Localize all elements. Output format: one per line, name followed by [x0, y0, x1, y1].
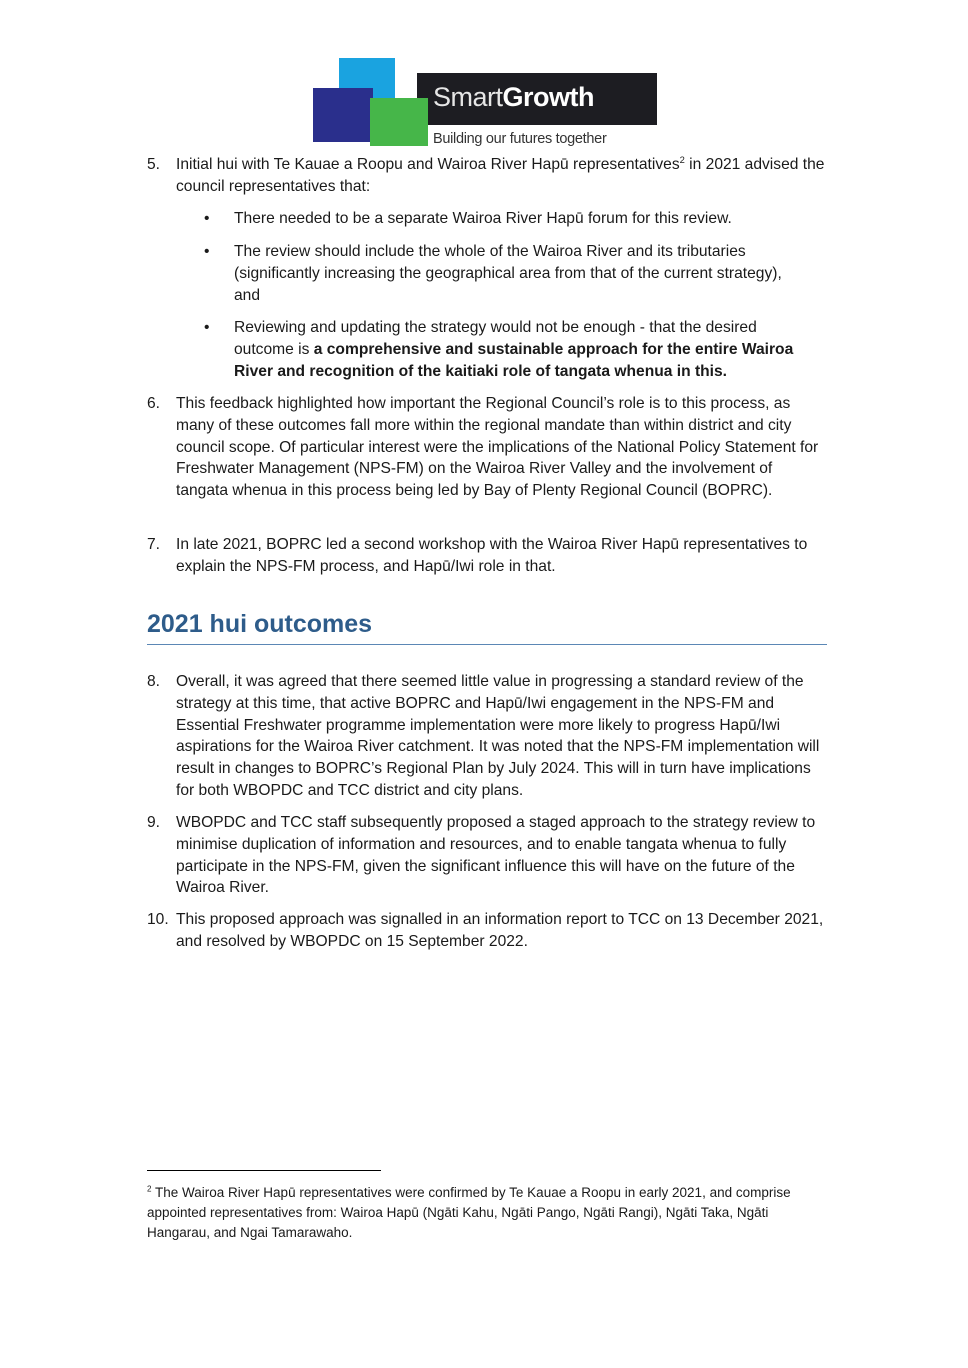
bullet-item	[204, 208, 804, 230]
bullet-icon: •	[204, 210, 210, 227]
bullet-text: There needed to be a separate Wairoa River Hapū forum for this review.	[234, 210, 732, 227]
bullet-text: The review should include the whole of the Wairoa River and its tributaries (significantly increasing the geographical area from that of the current strategy), and	[234, 243, 782, 304]
bullet-icon: •	[204, 243, 210, 260]
logo-cube-navy	[313, 88, 373, 142]
paragraph-number: 5.	[147, 156, 161, 173]
paragraph-number: 10.	[147, 911, 169, 928]
paragraph-text: Overall, it was agreed that there seemed little value in progressing a standard review of the strategy at this time, that active BOPRC and Hapū/Iwi engagement in the NPS-FM and Essential Freshwater programme implementation were more likely to progress Hapū/Iwi aspirations for the Wairoa River catchment. It was noted that the NPS-FM implementation will result in changes to BOPRC’s Regional Plan by July 2024. This will in turn have implications for both WBOPDC and TCC district and city plans.	[176, 673, 820, 799]
bullet-item	[204, 317, 804, 382]
section-heading: 2021 hui outcomes	[147, 610, 827, 645]
logo-tagline: Building our futures together	[433, 131, 607, 147]
paragraph-5	[147, 154, 827, 198]
paragraph-text: In late 2021, BOPRC led a second workshop with the Wairoa River Hapū representatives to explain the NPS-FM process, and Hapū/Iwi role in that.	[176, 536, 808, 575]
paragraph-number: 9.	[147, 814, 161, 831]
logo-wordmark-bold: Growth	[502, 82, 595, 112]
footnote-text: The Wairoa River Hapū representatives were confirmed by Te Kauae a Roopu in early 2021, and comprise appointed representatives from: Wairoa Hapū (Ngāti Kahu, Ngāti Pango, Ngāti Rangi), Ngāti Taka, Ngāti Hangarau, and Ngai Tamarawaho.	[147, 1185, 791, 1240]
bullet-item	[204, 241, 804, 306]
logo-cube-green	[370, 98, 428, 146]
paragraph-number: 6.	[147, 395, 161, 412]
bullet-text	[234, 317, 804, 382]
paragraph-text: This proposed approach was signalled in an information report to TCC on 13 December 2021, and resolved by WBOPDC on 15 September 2022.	[176, 911, 824, 950]
logo-wordmark-light: Smart	[433, 82, 503, 112]
paragraph-text: This feedback highlighted how important the Regional Council’s role is to this process, as many of these outcomes fall more within the regional mandate than within district and city council scope. Of particular interest were the implications of the National Policy Statement for Freshwater Management (NPS-FM) on the Wairoa River Valley and the involvement of tangata whenua in this process being led by Bay of Plenty Regional Council (BOPRC).	[176, 395, 819, 500]
bullet-text-plain: Reviewing and updating the strategy would not be enough - that the desired outcome is	[234, 319, 757, 358]
footnote-reference: 2	[679, 154, 685, 165]
smartgrowth-logo	[313, 58, 658, 150]
bullet-text-bold: a comprehensive and sustainable approach for the entire Wairoa River and recognition of the kaitiaki role of tangata whenua in this.	[234, 340, 794, 380]
footnote-separator	[147, 1170, 381, 1171]
footnote-marker: 2	[147, 1184, 152, 1194]
paragraph-text	[176, 154, 827, 198]
paragraph-8	[147, 671, 827, 802]
paragraph-text: WBOPDC and TCC staff subsequently proposed a staged approach to the strategy review to minimise duplication of information and resources, and to enable tangata whenua to fully participate in the NPS-FM, given the significant influence this will have on the future of the Wairoa River.	[176, 814, 816, 897]
paragraph-7	[147, 534, 827, 578]
footnote	[147, 1183, 827, 1243]
paragraph-6	[147, 393, 827, 502]
paragraph-text-part: in 2021 advised the council representatives that:	[176, 156, 825, 195]
paragraph-10	[147, 909, 827, 953]
logo-wordmark	[433, 82, 594, 113]
bullet-icon: •	[204, 319, 210, 336]
paragraph-9	[147, 812, 827, 899]
paragraph-text-part: Initial hui with Te Kauae a Roopu and Wairoa River Hapū representatives	[176, 156, 680, 173]
paragraph-number: 8.	[147, 673, 161, 690]
paragraph-number: 7.	[147, 536, 161, 553]
